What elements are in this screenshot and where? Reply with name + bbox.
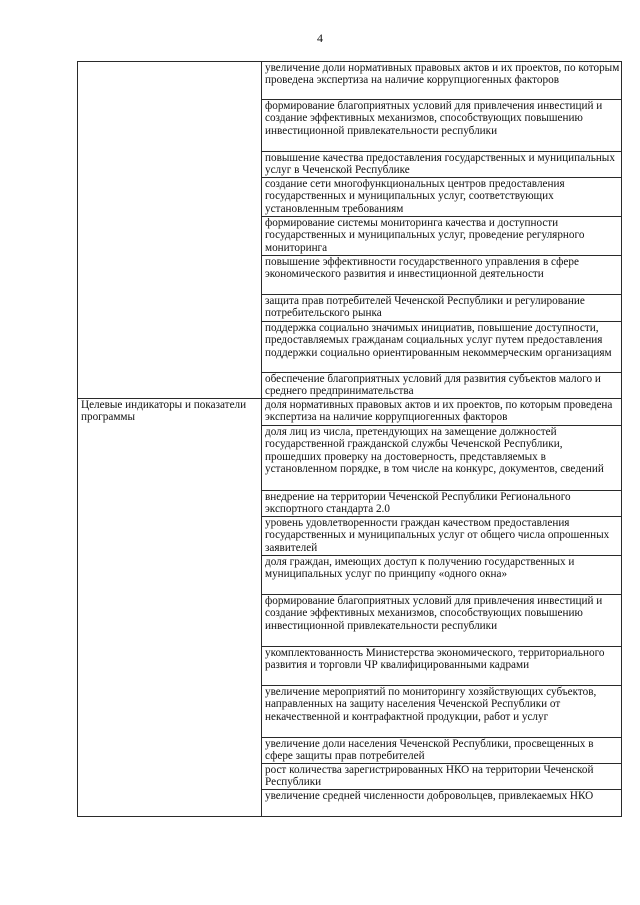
list-item: обеспечение благоприятных условий для развития субъектов малого и среднего предпринимательства [262, 373, 622, 399]
list-item: укомплектованность Министерства экономического, территориального развития и торговли ЧР квалифицированными кадрами [262, 647, 622, 686]
list-item: увеличение мероприятий по мониторингу хозяйствующих субъектов, направленных на защиту населения Чеченской Республики от некачественной и контрафактной продукции, работ и услуг [262, 686, 622, 738]
table-row [78, 399, 622, 426]
program-passport-table [77, 61, 622, 817]
list-item: доля лиц из числа, претендующих на замещение должностей государственной гражданской службы Чеченской Республики, прошедших проверку на достоверность, представляемых в установленном порядке, в том числе на конкурс, документов, сведений [262, 426, 622, 491]
list-item: увеличение доли населения Чеченской Республики, просвещенных в сфере защиты прав потребителей [262, 738, 622, 764]
list-item: увеличение средней численности добровольцев, привлекаемых НКО [262, 790, 622, 817]
table-row [78, 62, 622, 100]
list-item: создание сети многофункциональных центров предоставления государственных и муниципальных услуг, соответствующих установленным требованиям [262, 178, 622, 217]
page-number: 4 [317, 31, 323, 45]
list-item: уровень удовлетворенности граждан качеством предоставления государственных и муниципальных услуг от общего числа опрошенных заявителей [262, 517, 622, 556]
section-label-cell [78, 62, 262, 399]
section-label-cell: Целевые индикаторы и показатели программы [78, 399, 262, 817]
list-item: формирование благоприятных условий для привлечения инвестиций и создание эффективных механизмов, способствующих повышению инвестиционной привлекательности республики [262, 100, 622, 152]
list-item: поддержка социально значимых инициатив, повышение доступности, предоставляемых гражданам социальных услуг путем предоставления поддержки социально ориентированным некоммерческим организациям [262, 322, 622, 373]
list-item: доля граждан, имеющих доступ к получению государственных и муниципальных услуг по принципу «одного окна» [262, 556, 622, 595]
list-item: формирование благоприятных условий для привлечения инвестиций и создание эффективных механизмов, способствующих повышению инвестиционной привлекательности республики [262, 595, 622, 647]
list-item: защита прав потребителей Чеченской Республики и регулирование потребительского рынка [262, 295, 622, 322]
list-item: рост количества зарегистрированных НКО на территории Чеченской Республики [262, 764, 622, 790]
list-item: повышение эффективности государственного управления в сфере экономического развития и инвестиционной деятельности [262, 256, 622, 295]
list-item: повышение качества предоставления государственных и муниципальных услуг в Чеченской Республике [262, 152, 622, 178]
list-item: формирование системы мониторинга качества и доступности государственных и муниципальных услуг, проведение регулярного мониторинга [262, 217, 622, 256]
list-item: увеличение доли нормативных правовых актов и их проектов, по которым проведена экспертиза на наличие коррупциогенных факторов [262, 62, 622, 100]
list-item: доля нормативных правовых актов и их проектов, по которым проведена экспертиза на наличие коррупциогенных факторов [262, 399, 622, 426]
list-item: внедрение на территории Чеченской Республики Регионального экспортного стандарта 2.0 [262, 491, 622, 517]
